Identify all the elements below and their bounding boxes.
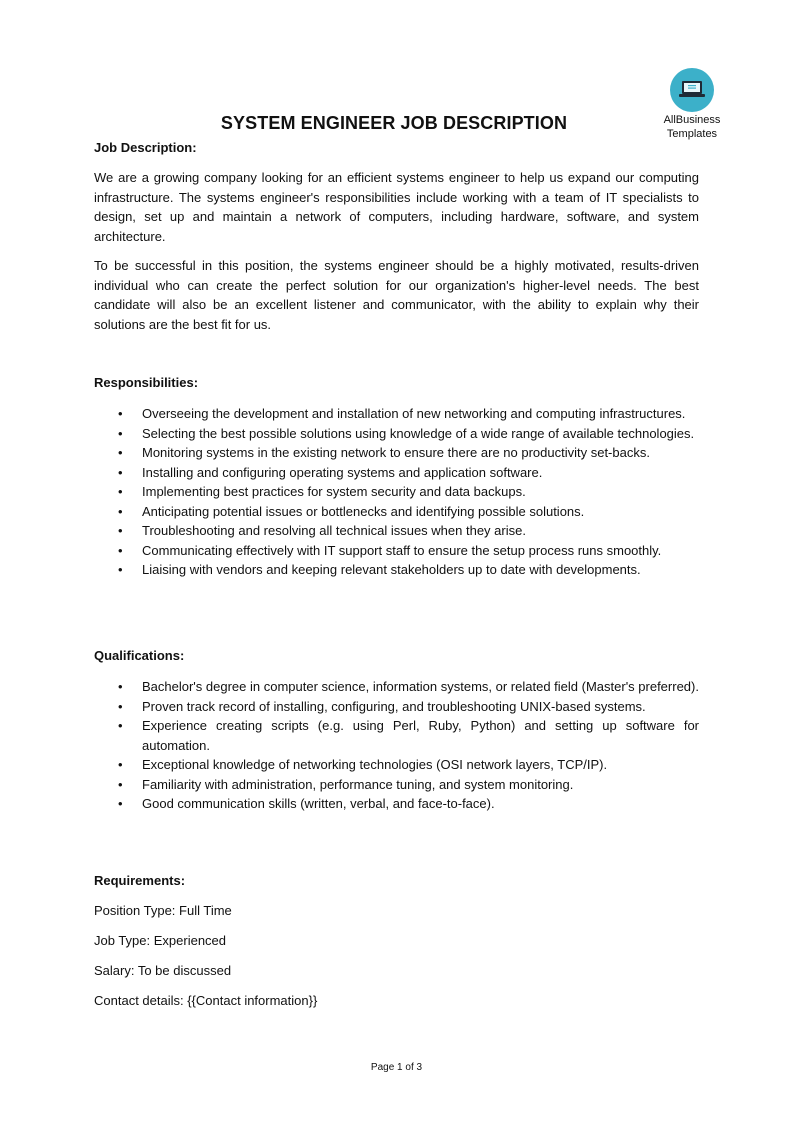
list-item xyxy=(94,775,699,795)
document-title: SYSTEM ENGINEER JOB DESCRIPTION xyxy=(220,113,568,133)
bullet-icon: • xyxy=(118,698,123,714)
list-item-text: Implementing best practices for system security and data backups. xyxy=(142,484,526,499)
bullet-icon: • xyxy=(118,776,123,792)
bullet-icon: • xyxy=(118,523,123,538)
list-item xyxy=(94,482,699,502)
bullet-icon: • xyxy=(118,562,123,577)
list-item-text: Good communication skills (written, verbal, and face-to-face). xyxy=(142,796,495,811)
list-item xyxy=(94,521,699,541)
bullet-icon: • xyxy=(118,542,123,558)
list-item xyxy=(94,541,699,561)
salary: Salary: To be discussed xyxy=(94,963,232,978)
list-item-text: Bachelor's degree in computer science, information systems, or related field (Master's preferred). xyxy=(142,679,699,694)
list-item-text: Installing and configuring operating systems and application software. xyxy=(142,464,543,480)
logo-text-line1: AllBusiness xyxy=(663,114,721,126)
list-item-text: Communicating effectively with IT support staff to ensure the setup process runs smoothly. xyxy=(142,542,662,558)
list-item-text: Troubleshooting and resolving all technical issues when they arise. xyxy=(142,523,526,538)
list-item-text: Proven track record of installing, configuring, and troubleshooting UNIX-based systems. xyxy=(142,698,646,714)
job-description-paragraph-2: To be successful in this position, the systems engineer should be a highly motivated, results-driven individual who can create the perfect solution for our organization's higher-level needs. The best candidate will also be an excellent listener and communicator, with the ability to explain why their solutions are the best fit for us. xyxy=(94,258,699,332)
list-item-text: Selecting the best possible solutions using knowledge of a wide range of available technologies. xyxy=(142,425,695,441)
list-item-text: Experience creating scripts (e.g. using Perl, Ruby, Python) and setting up software for automation. xyxy=(142,718,699,753)
list-item xyxy=(94,716,699,755)
responsibilities-heading: Responsibilities: xyxy=(94,375,199,390)
bullet-icon: • xyxy=(118,445,123,460)
bullet-icon: • xyxy=(118,718,123,733)
list-item-text: Familiarity with administration, performance tuning, and system monitoring. xyxy=(142,776,574,792)
contact-details: Contact details: {{Contact information}} xyxy=(94,993,318,1008)
bullet-icon: • xyxy=(118,503,123,519)
job-description-heading: Job Description: xyxy=(94,140,197,155)
list-item xyxy=(94,677,699,697)
logo-text-line2: Templates xyxy=(666,128,718,140)
bullet-icon: • xyxy=(118,796,123,811)
requirements-heading: Requirements: xyxy=(94,873,186,888)
responsibilities-list xyxy=(94,404,699,580)
list-item-text: Anticipating potential issues or bottlenecks and identifying possible solutions. xyxy=(142,503,585,519)
job-type: Job Type: Experienced xyxy=(94,933,227,948)
bullet-icon: • xyxy=(118,425,123,441)
list-item-text: Monitoring systems in the existing network to ensure there are no productivity set-backs. xyxy=(142,445,650,460)
bullet-icon: • xyxy=(118,464,123,480)
list-item xyxy=(94,443,699,463)
list-item xyxy=(94,697,699,717)
list-item xyxy=(94,502,699,522)
list-item-text: Liaising with vendors and keeping relevant stakeholders up to date with developments. xyxy=(142,562,641,577)
list-item xyxy=(94,755,699,775)
list-item-text: Overseeing the development and installation of new networking and computing infrastructures. xyxy=(142,406,686,421)
page-number: Page 1 of 3 xyxy=(370,1062,423,1073)
bullet-icon: • xyxy=(118,406,123,421)
list-item xyxy=(94,424,699,444)
laptop-icon xyxy=(670,68,714,112)
bullet-icon: • xyxy=(118,484,123,499)
list-item-text: Exceptional knowledge of networking technologies (OSI network layers, TCP/IP). xyxy=(142,757,608,772)
list-item xyxy=(94,404,699,424)
list-item xyxy=(94,463,699,483)
qualifications-heading: Qualifications: xyxy=(94,648,185,663)
job-description-paragraph-1: We are a growing company looking for an efficient systems engineer to help us expand our computing infrastructure. The systems engineer's responsibilities include working with a team of IT specialists to design, set up and maintain a network of computers, including hardware, software, and system architecture. xyxy=(94,170,699,244)
qualifications-list xyxy=(94,677,699,814)
list-item xyxy=(94,560,699,580)
bullet-icon: • xyxy=(118,757,123,772)
position-type: Position Type: Full Time xyxy=(94,903,232,918)
list-item xyxy=(94,794,699,814)
bullet-icon: • xyxy=(118,679,123,694)
